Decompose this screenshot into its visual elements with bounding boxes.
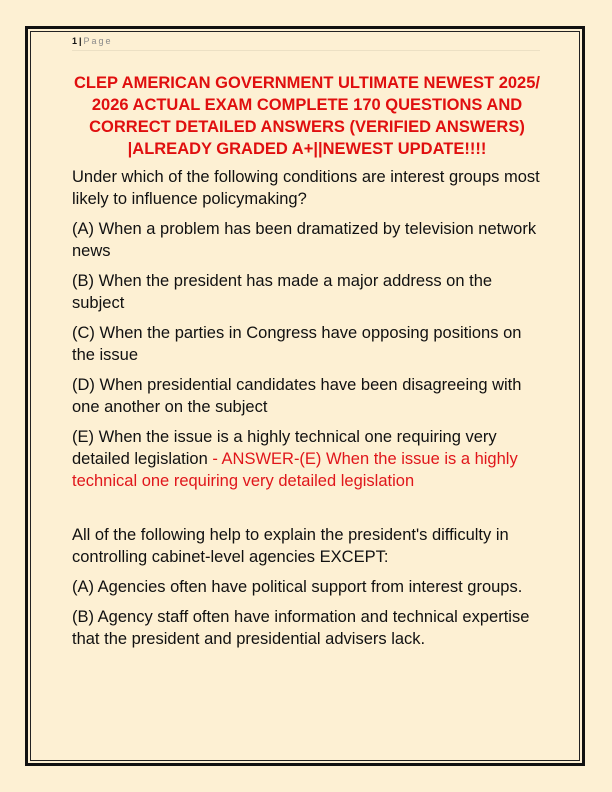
- page-number: 1: [72, 36, 78, 46]
- document-body: [72, 72, 542, 658]
- question-2-option-b: (B) Agency staff often have information and technical expertise that the president and presidential advisers lack.: [72, 608, 530, 648]
- question-1-option-a: (A) When a problem has been dramatized by television network news: [72, 220, 537, 260]
- question-1-option-c: (C) When the parties in Congress have opposing positions on the issue: [72, 324, 522, 364]
- question-1-option-d: (D) When presidential candidates have been disagreeing with one another on the subject: [72, 376, 522, 416]
- page-label: Page: [83, 36, 113, 46]
- document-title: CLEP AMERICAN GOVERNMENT ULTIMATE NEWEST 2025/ 2026 ACTUAL EXAM COMPLETE 170 QUESTIONS AND CORRECT DETAILED ANSWERS (VERIFIED ANSWERS) |ALREADY GRADED A+||NEWEST UPDATE!!!!: [73, 74, 540, 158]
- spacer: [72, 500, 542, 524]
- question-1-option-b: (B) When the president has made a major address on the subject: [72, 272, 493, 312]
- question-1-text: Under which of the following conditions are interest groups most likely to influence policymaking?: [72, 168, 540, 208]
- question-2-text: All of the following help to explain the president's difficulty in controlling cabinet-level agencies EXCEPT:: [72, 526, 509, 566]
- question-1-option-e: (E) When the issue is a highly technical one requiring very detailed legislation: [72, 428, 497, 468]
- question-1-answer: - ANSWER-(E) When the issue is a highly technical one requiring very detailed legislation: [72, 450, 518, 490]
- page-header: [72, 36, 540, 51]
- page-separator: |: [79, 36, 82, 46]
- question-2-option-a: (A) Agencies often have political support from interest groups.: [72, 578, 523, 596]
- question-1-option-e-with-answer: [72, 426, 542, 492]
